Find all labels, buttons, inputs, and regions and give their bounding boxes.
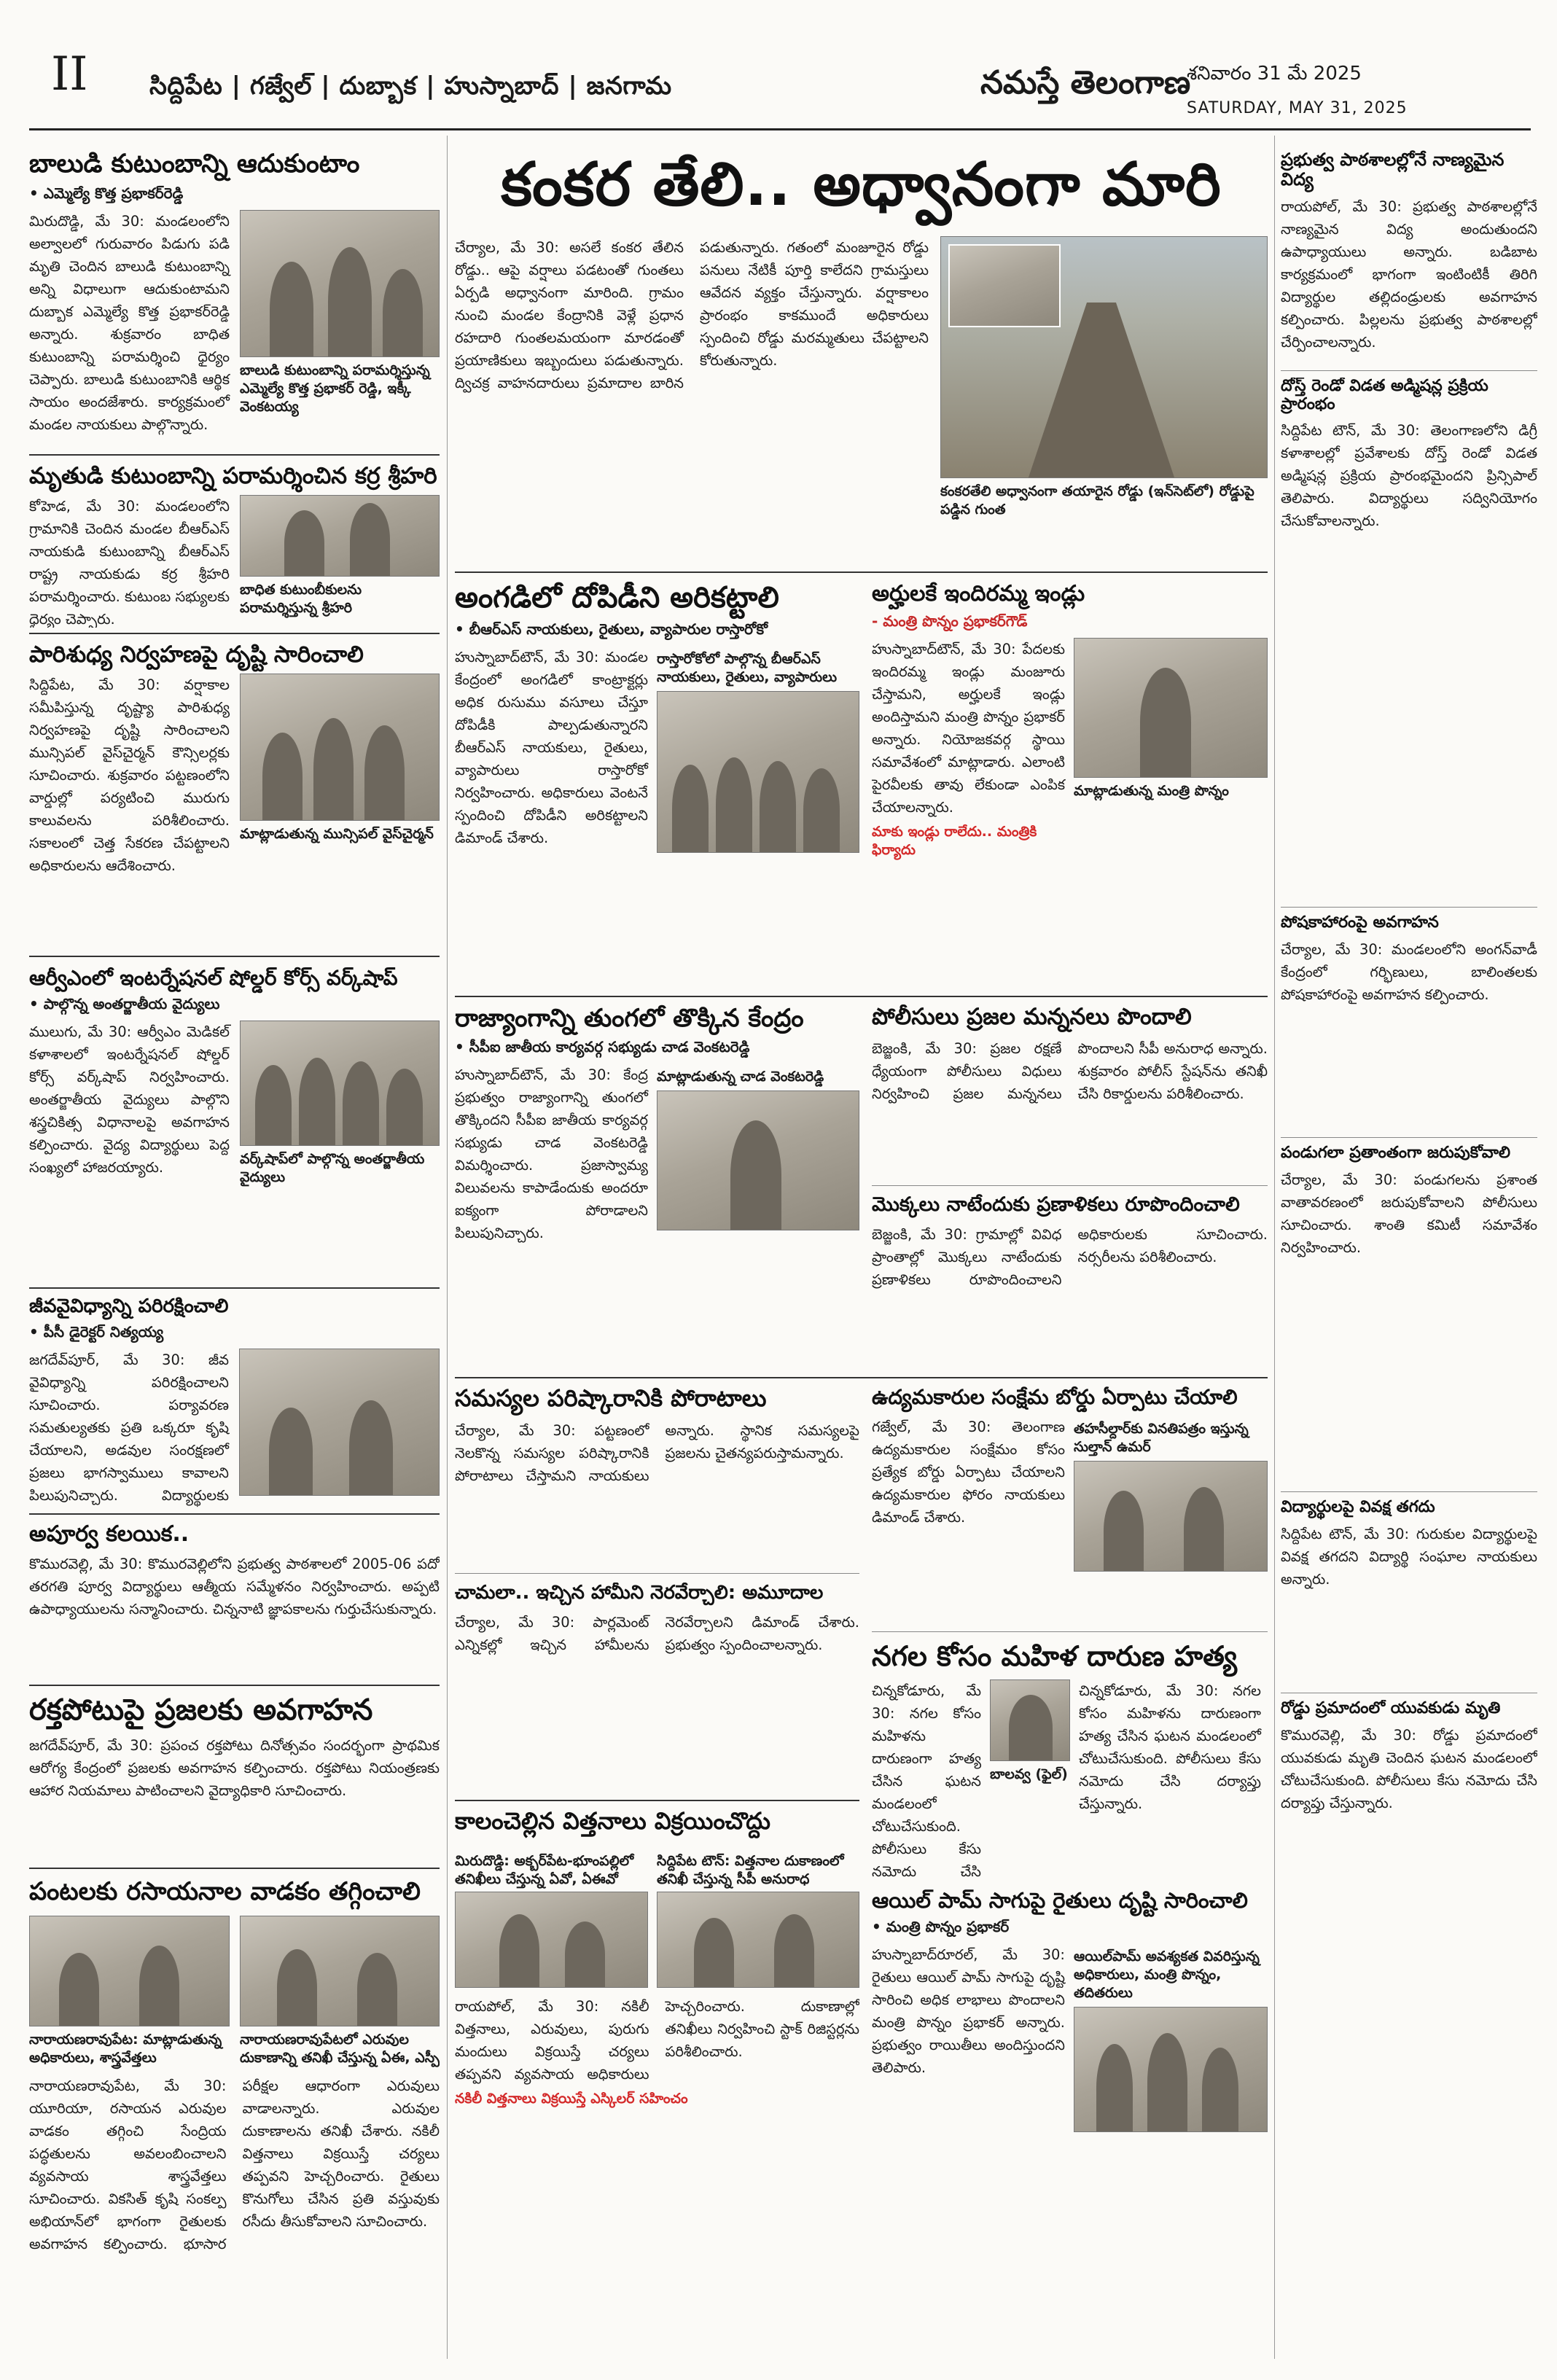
news-photo bbox=[1074, 2007, 1268, 2132]
story-police bbox=[872, 1004, 1268, 1179]
photo-caption: మాట్లాడుతున్న మంత్రి పొన్నం bbox=[1074, 782, 1229, 799]
story-condolence bbox=[29, 464, 440, 628]
article-body: నారాయణరావుపేట, మే 30: యూరియా, రసాయన ఎరువుల వాడకం తగ్గించి సేంద్రియ పద్ధతులను అవలంబించాలని వ్యవసాయ శాస్త్రవేత్తలు సూచించారు. వికసిత్ కృషి సంకల్ప అభియాన్‌లో భాగంగా రైతులకు అవగాహన కల్పించారు. భూసార పరీక్షల ఆధారంగా ఎరువులు వాడాలన్నారు. ఎరువుల దుకాణాలను తనిఖీ చేశారు. నకిలీ విత్తనాలు విక్రయిస్తే చర్యలు తప్పవని హెచ్చరించారు. రైతులు కొనుగోలు చేసిన ప్రతి వస్తువుకు రసీదు తీసుకోవాలని సూచించారు. bbox=[29, 2077, 440, 2253]
lead-photo bbox=[940, 236, 1268, 478]
byline: • బీఆర్‌ఎస్ నాయకులు, రైతులు, వ్యాపారుల రాస్తారోకో bbox=[455, 620, 768, 638]
news-photo bbox=[657, 691, 859, 853]
photo-caption: నారాయణరావుపేటలో ఎరువుల దుకాణాన్ని తనిఖీ చేస్తున్న ఏఈ, ఎస్పీ bbox=[240, 2032, 440, 2067]
article-body: హుస్నాబాద్‌టౌన్, మే 30: మండల కేంద్రంలో అంగడిలో కాంట్రాక్టర్లు అధిక రుసుము వసూలు చేస్తూ దోపిడీకి పాల్పడుతున్నారని బీఆర్‌ఎస్ నాయకులు, రైతులు, వ్యాపారులు రాస్తారోకో నిర్వహించారు. అధికారులు వెంటనే స్పందించి దోపిడీని అరికట్టాలని డిమాండ్ చేశారు. bbox=[455, 648, 648, 846]
divider bbox=[29, 1868, 440, 1869]
photo-caption: బాధిత కుటుంబీకులను పరామర్శిస్తున్న శ్రీహరి bbox=[240, 581, 362, 616]
news-photo bbox=[240, 1916, 440, 2026]
headline: అపూర్వ కలయిక.. bbox=[29, 1522, 190, 1547]
headline: అంగడిలో దోపిడీని అరికట్టాలి bbox=[455, 582, 779, 614]
divider bbox=[455, 996, 1268, 997]
story-promise bbox=[455, 1583, 859, 1794]
headline: పంటలకు రసాయనాల వాడకం తగ్గించాలి bbox=[29, 1878, 421, 1906]
article-body: సిద్దిపేట, మే 30: వర్షాకాల సమీపిస్తున్న దృష్ట్యా పారిశుధ్య నిర్వహణపై దృష్టి సారించాలని మున్సిపల్ వైస్‌చైర్మన్ కౌన్సిలర్లకు సూచించారు. శుక్రవారం పట్టణంలోని వార్డుల్లో పర్యటించి మురుగు కాలువలను పరిశీలించారు. సకాలంలో చెత్త సేకరణ చేపట్టాలని అధికారులను ఆదేశించారు. bbox=[29, 676, 230, 874]
newspaper-name: నమస్తే తెలంగాణ bbox=[980, 64, 1191, 101]
story-activists-board bbox=[872, 1386, 1268, 1626]
divider bbox=[29, 454, 440, 456]
photo-caption: మిరుదొడ్డి: అక్బర్‌పేట-భూంపల్లిలో తనిఖీలు చేస్తున్న ఏవో, ఏఈవో bbox=[455, 1852, 634, 1887]
headline: పండుగలా ప్రతాంతంగా జరుపుకోవాలి bbox=[1281, 1144, 1511, 1162]
photo-caption: వర్క్‌షాప్‌లో పాల్గొన్న అంతర్జాతీయ వైద్యులు bbox=[240, 1151, 425, 1186]
byline: - మంత్రి పొన్నం ప్రభాకర్‌గౌడ్ bbox=[872, 612, 1028, 630]
article-body: చేర్యాల, మే 30: పండుగలను ప్రశాంత వాతావరణంలో జరుపుకోవాలని పోలీసులు సూచించారు. శాంతి కమిటీ సమావేశం నిర్వహించారు. bbox=[1281, 1171, 1537, 1256]
headline: రక్తపోటుపై ప్రజలకు అవగాహన bbox=[29, 1694, 373, 1727]
headline: దోస్త్ రెండో విడత అడ్మిషన్ల ప్రక్రియ ప్రారంభం bbox=[1281, 378, 1488, 413]
left-column bbox=[29, 136, 440, 2366]
photo-caption: కంకరతేలి అధ్వానంగా తయారైన రోడ్డు (ఇన్‌సెట్‌లో) రోడ్డుపై పడ్డిన గుంత bbox=[940, 483, 1254, 518]
lead-headline: కంకర తేలి.. అధ్వానంగా మారి bbox=[501, 150, 1222, 219]
page-number: II bbox=[51, 47, 88, 101]
article-body: గజ్వేల్, మే 30: తెలంగాణ ఉద్యమకారుల సంక్షేమం కోసం ప్రత్యేక బోర్డు ఏర్పాటు చేయాలని ఉద్యమకారుల ఫోరం నాయకులు డిమాండ్ చేశారు. bbox=[872, 1419, 1065, 1526]
article-body: ములుగు, మే 30: ఆర్వీఎం మెడికల్ కళాశాలలో ఇంటర్నేషనల్ షోల్డర్ కోర్స్ వర్క్‌షాప్ నిర్వహించారు. అంతర్జాతీయ వైద్యులు పాల్గొని శస్త్రచికిత్స విధానాలపై అవగాహన కల్పించారు. వైద్య విద్యార్థులు పెద్ద సంఖ్యలో హాజరయ్యారు. bbox=[29, 1023, 230, 1177]
divider bbox=[455, 571, 1268, 573]
article-body: హుస్నాబాద్‌టౌన్, మే 30: పేదలకు ఇందిరమ్మ ఇండ్లు మంజూరు చేస్తామని, అర్హులకే ఇండ్లు అందిస్తామని మంత్రి పొన్నం ప్రభాకర్ అన్నారు. నియోజకవర్గ స్థాయి సమావేశంలో మాట్లాడారు. ఎలాంటి పైరవీలకు తావు లేకుండా ఎంపిక చేయాలన్నారు. bbox=[872, 640, 1065, 816]
divider bbox=[872, 1631, 1268, 1632]
news-photo bbox=[1074, 638, 1268, 778]
article-body: మిరుదొడ్డి, మే 30: మండలంలోని అల్వాలలో గురువారం పిడుగు పడి మృతి చెందిన బాలుడి కుటుంబాన్ని అన్ని విధాలుగా ఆదుకుంటామని దుబ్బాక ఎమ్మెల్యే కొత్త ప్రభాకర్‌రెడ్డి అన్నారు. శుక్రవారం బాధిత కుటుంబాన్ని పరామర్శించి ధైర్యం చెప్పారు. బాలుడి కుటుంబానికి ఆర్థిక సాయం అందజేశారు. కార్యక్రమంలో మండల నాయకులు పాల్గొన్నారు. bbox=[29, 213, 230, 434]
column-divider bbox=[447, 136, 448, 2359]
photo-caption: మాట్లాడుతున్న మున్సిపల్ వైస్‌చైర్మన్ bbox=[240, 825, 434, 842]
center-column bbox=[455, 136, 1268, 2366]
headline: నగల కోసం మహిళ దారుణ హత్య bbox=[872, 1641, 1237, 1672]
divider bbox=[455, 1800, 859, 1801]
masthead bbox=[0, 0, 1557, 124]
story-saplings bbox=[872, 1194, 1268, 1373]
article-body: హుస్నాబాద్‌టౌన్, మే 30: కేంద్ర ప్రభుత్వం రాజ్యాంగాన్ని తుంగలో తొక్కిందని సీపీఐ జాతీయ కార్యవర్గ సభ్యుడు చాడ వెంకటరెడ్డి విమర్శించారు. ప్రజాస్వామ్య విలువలను కాపాడేందుకు అందరూ ఐక్యంగా పోరాడాలని పిలుపునిచ్చారు. bbox=[455, 1066, 648, 1242]
headline: మృతుడి కుటుంబాన్ని పరామర్శించిన కర్ర శ్రీహరి bbox=[29, 464, 437, 489]
headline: ఆర్వీఎంలో ఇంటర్నేషనల్ షోల్డర్ కోర్స్ వర్క్‌షాప్ bbox=[29, 967, 398, 990]
byline: • ఎమ్మెల్యే కొత్త ప్రభాకర్‌రెడ్డి bbox=[29, 184, 184, 203]
headline: చామలా.. ఇచ్చిన హామీని నెరవేర్చాలి: అమూదాల bbox=[455, 1583, 824, 1604]
byline: • పీసీ డైరెక్టర్ నిత్యయ్య bbox=[29, 1323, 164, 1341]
story-dost bbox=[1281, 378, 1537, 902]
headline: పోలీసులు ప్రజల మన్ననలు పొందాలి bbox=[872, 1004, 1192, 1030]
divider bbox=[455, 1573, 859, 1574]
story-workshop bbox=[29, 967, 440, 1280]
divider bbox=[1281, 1137, 1537, 1138]
news-photo bbox=[240, 674, 440, 821]
article-body-continued: చిన్నకోడూరు, మే 30: నగల కోసం మహిళను దారుణంగా హత్య చేసిన ఘటన మండలంలో చోటుచేసుకుంది. పోలీసులు కేసు నమోదు చేసి దర్యాప్తు చేస్తున్నారు. bbox=[1079, 1682, 1261, 1812]
divider bbox=[29, 1685, 440, 1686]
article-body: రాయపోల్, మే 30: ప్రభుత్వ పాఠశాలల్లోనే నాణ్యమైన విద్య అందుతుందని ఉపాధ్యాయులు అన్నారు. బడిబాట కార్యక్రమంలో భాగంగా ఇంటింటికీ తిరిగి విద్యార్థుల తల్లిదండ్రులకు అవగాహన కల్పించారు. పిల్లలను ప్రభుత్వ పాఠశాలల్లో చేర్పించాలన్నారు. bbox=[1281, 198, 1537, 351]
story-bp-awareness bbox=[29, 1694, 440, 1862]
story-sanitation bbox=[29, 642, 440, 948]
story-constitution bbox=[455, 1004, 859, 1369]
story-accident bbox=[1281, 1700, 1537, 2356]
article-body: బెజ్జంకి, మే 30: ప్రజల రక్షణే ధ్యేయంగా పోలీసులు విధులు నిర్వహించి ప్రజల మన్ననలు పొందాలని సీపీ అనురాధ అన్నారు. శుక్రవారం పోలీస్ స్టేషన్‌ను తనిఖీ చేసి రికార్డులను పరిశీలించారు. bbox=[872, 1039, 1268, 1102]
byline: • మంత్రి పొన్నం ప్రభాకర్ bbox=[872, 1918, 1010, 1936]
photo-caption: బాలవ్వ (ఫైల్) bbox=[990, 1766, 1068, 1782]
right-column bbox=[1281, 136, 1537, 2366]
headline: విద్యార్థులపై వివక్ష తగదు bbox=[1281, 1499, 1435, 1516]
headline: బాలుడి కుటుంబాన్ని ఆదుకుంటాం bbox=[29, 150, 360, 179]
headline: పోషకాహారంపై అవగాహన bbox=[1281, 914, 1439, 932]
masthead-rule bbox=[29, 128, 1531, 130]
article-body: జగదేవ్‌పూర్, మే 30: జీవ వైవిధ్యాన్ని పరిరక్షించాలని సూచించారు. పర్యావరణ సమతుల్యతకు ప్రతి ఒక్కరూ కృషి చేయాలని, అడవుల సంరక్షణలో ప్రజలు భాగస్వాములు కావాలని పిలుపునిచ్చారు. విద్యార్థులకు bbox=[29, 1351, 229, 1505]
column-divider bbox=[1274, 136, 1275, 2359]
story-fertilizer bbox=[29, 1878, 440, 2359]
district-list: సిద్దిపేట | గజ్వేల్ | దుబ్బాక | హుస్నాబాద్ | జనగామ bbox=[149, 71, 672, 101]
divider bbox=[1281, 907, 1537, 908]
headline: అర్హులకే ఇందిరమ్మ ఇండ్లు bbox=[872, 582, 1085, 606]
news-photo bbox=[990, 1679, 1070, 1761]
news-photo bbox=[240, 495, 440, 577]
news-photo bbox=[240, 210, 440, 357]
story-market bbox=[455, 582, 859, 990]
story-murder bbox=[872, 1641, 1268, 1881]
article-body: రాయపోల్, మే 30: నకిలీ విత్తనాలు, ఎరువులు, పురుగు మందులు విక్రయిస్తే చర్యలు తప్పవని వ్యవసాయ అధికారులు హెచ్చరించారు. దుకాణాల్లో తనిఖీలు నిర్వహించి స్టాక్ రిజిస్టర్లను పరిశీలించారు. bbox=[455, 1997, 859, 2083]
headline: కాలంచెల్లిన విత్తనాలు విక్రయించొద్దు bbox=[455, 1809, 770, 1835]
byline: • సీపీఐ జాతీయ కార్యవర్గ సభ్యుడు చాడ వెంకటరెడ్డి bbox=[455, 1038, 750, 1056]
highlight-subhead: మాకు ఇండ్లు రాలేదు.. మంత్రికి ఫిర్యాదు bbox=[872, 823, 1037, 858]
photo-caption: సిద్దిపేట టౌన్: విత్తనాల దుకాణంలో తనిఖీ చేస్తున్న సీపీ అనురాధ bbox=[657, 1852, 844, 1887]
photo-caption: నారాయణరావుపేట: మాట్లాడుతున్న అధికారులు, శాస్త్రవేత్తలు bbox=[29, 2032, 222, 2067]
headline: రాజ్యాంగాన్ని తుంగలో తొక్కిన కేంద్రం bbox=[455, 1004, 804, 1033]
date-english: SATURDAY, MAY 31, 2025 bbox=[1187, 99, 1408, 117]
divider bbox=[29, 956, 440, 957]
article-body: బెజ్జంకి, మే 30: గ్రామాల్లో వివిధ ప్రాంతాల్లో మొక్కలు నాటేందుకు ప్రణాళికలు రూపొందించాలని అధికారులకు సూచించారు. నర్సరీలను పరిశీలించారు. bbox=[872, 1226, 1268, 1289]
article-body: కొమురవెల్లి, మే 30: రోడ్డు ప్రమాదంలో యువకుడు మృతి చెందిన ఘటన మండలంలో చోటుచేసుకుంది. పోలీసులు కేసు నమోదు చేసి దర్యాప్తు చేస్తున్నారు. bbox=[1281, 1726, 1537, 1811]
news-photo bbox=[455, 1892, 648, 1988]
headline: పారిశుధ్య నిర్వహణపై దృష్టి సారించాలి bbox=[29, 642, 364, 668]
story-festivals bbox=[1281, 1144, 1537, 1487]
headline: సమస్యల పరిష్కారానికి పోరాటాలు bbox=[455, 1386, 767, 1412]
article-body: చేర్యాల, మే 30: పట్టణంలో నెలకొన్న సమస్యల పరిష్కారానికి పోరాటాలు చేస్తామని నాయకులు అన్నారు. స్థానిక సమస్యలపై ప్రజలను చైతన్యపరుస్తామన్నారు. bbox=[455, 1421, 859, 1484]
photo-caption: ఆయిల్‌పామ్ అవశ్యకత వివరిస్తున్న అధికారులు, మంత్రి పొన్నం, తదితరులు bbox=[1074, 1948, 1260, 2002]
story-housing bbox=[872, 582, 1268, 990]
article-body: చిన్నకోడూరు, మే 30: నగల కోసం మహిళను దారుణంగా హత్య చేసిన ఘటన మండలంలో చోటుచేసుకుంది. పోలీసులు కేసు నమోదు చేసి bbox=[872, 1682, 981, 1880]
article-body: చేర్యాల, మే 30: అసలే కంకర తేలిన రోడ్డు.. ఆపై వర్షాలు పడటంతో గుంతలు ఏర్పడి అధ్వానంగా మారింది. గ్రామం నుంచి మండల కేంద్రానికి వెళ్లే ప్రధాన రహదారి గుంతలమయంగా మారడంతో ప్రయాణికులు ఇబ్బందులు పడుతున్నారు. ద్విచక్ర వాహనదారులు ప్రమాదాల బారిన పడుతున్నారు. గతంలో మంజూరైన రోడ్డు పనులు నేటికీ పూర్తి కాలేదని గ్రామస్తులు ఆవేదన వ్యక్తం చేస్తున్నారు. వర్షాకాలం ప్రారంభం కాకముందే అధికారులు స్పందించి రోడ్డు మరమ్మతులు చేపట్టాలని కోరుతున్నారు. bbox=[455, 239, 929, 391]
article-body: చేర్యాల, మే 30: మండలంలోని అంగన్‌వాడీ కేంద్రంలో గర్భిణులు, బాలింతలకు పోషకాహారంపై అవగాహన కల్పించారు. bbox=[1281, 940, 1537, 1003]
news-photo bbox=[657, 1090, 859, 1230]
headline: ప్రభుత్వ పాఠశాలల్లోనే నాణ్యమైన విద్య bbox=[1281, 150, 1505, 190]
divider bbox=[29, 1513, 440, 1515]
headline: ఆయిల్ పామ్ సాగుపై రైతులు దృష్టి సారించాలి bbox=[872, 1889, 1248, 1913]
story-reunion bbox=[29, 1522, 440, 1679]
article-body: కొమురవెల్లి, మే 30: కొమురవెల్లిలోని ప్రభుత్వ పాఠశాలలో 2005-06 పదో తరగతి పూర్వ విద్యార్థులు ఆత్మీయ సమ్మేళనం నిర్వహించారు. అప్పటి ఉపాధ్యాయులను సన్మానించారు. చిన్ననాటి జ్ఞాపకాలను గుర్తుచేసుకున్నారు. bbox=[29, 1555, 440, 1618]
divider bbox=[29, 1287, 440, 1289]
story-govt-schools bbox=[1281, 150, 1537, 365]
article-body: సిద్దిపేట టౌన్, మే 30: గురుకుల విద్యార్థులపై వివక్ష తగదని విద్యార్థి సంఘాల నాయకులు అన్నారు. bbox=[1281, 1525, 1537, 1588]
inset-photo bbox=[948, 244, 1061, 327]
highlight-subhead: నకిలీ విత్తనాలు విక్రయిస్తే ఎస్కిలర్ సహించం bbox=[455, 2090, 688, 2107]
news-photo bbox=[240, 1021, 440, 1146]
story-struggles bbox=[455, 1386, 859, 1568]
divider bbox=[1281, 370, 1537, 371]
article-body: జగదేవ్‌పూర్, మే 30: ప్రపంచ రక్తపోటు దినోత్సవం సందర్భంగా ప్రాథమిక ఆరోగ్య కేంద్రంలో ప్రజలకు అవగాహన కల్పించారు. రక్తపోటు నియంత్రణకు ఆహార నియమాలు పాటించాలని వైద్యాధికారి సూచించారు. bbox=[29, 1736, 440, 1799]
divider bbox=[455, 1377, 1268, 1378]
byline: • పాల్గొన్న అంతర్జాతీయ వైద్యులు bbox=[29, 995, 220, 1013]
story-oil-palm bbox=[872, 1889, 1268, 2363]
story-biodiversity bbox=[29, 1296, 440, 1507]
lead-story-road bbox=[455, 150, 1268, 566]
article-body: హుస్నాబాద్‌రూరల్, మే 30: రైతులు ఆయిల్ పామ్ సాగుపై దృష్టి సారించి అధిక లాభాలు పొందాలని మంత్రి పొన్నం ప్రభాకర్ అన్నారు. ప్రభుత్వం రాయితీలు అందిస్తుందని తెలిపారు. bbox=[872, 1946, 1065, 2077]
news-photo bbox=[29, 1916, 230, 2026]
photo-caption: మాట్లాడుతున్న చాడ వెంకటరెడ్డి bbox=[657, 1069, 824, 1085]
photo-caption: రాస్తారోకోలో పాల్గొన్న బీఆర్‌ఎస్ నాయకులు, రైతులు, వ్యాపారులు bbox=[657, 650, 838, 685]
story-nutrition bbox=[1281, 914, 1537, 1133]
story-boy-family bbox=[29, 150, 440, 449]
photo-caption: తహసీల్దార్‌కు వినతిపత్రం ఇస్తున్న సుల్తాన్ ఉమర్ bbox=[1074, 1421, 1249, 1456]
article-body: కోహెడ, మే 30: మండలంలోని గ్రామానికి చెందిన మండల బీఆర్‌ఎస్ నాయకుడి కుటుంబాన్ని బీఆర్‌ఎస్ రాష్ట్ర నాయకుడు కర్ర శ్రీహరి పరామర్శించారు. కుటుంబ సభ్యులకు ధైర్యం చెప్పారు. bbox=[29, 497, 230, 628]
news-photo bbox=[239, 1349, 440, 1496]
headline: మొక్కలు నాటేందుకు ప్రణాళికలు రూపొందించాలి bbox=[872, 1194, 1240, 1216]
story-students-discrimination bbox=[1281, 1499, 1537, 1688]
headline: జీవవైవిధ్యాన్ని పరిరక్షించాలి bbox=[29, 1296, 229, 1317]
divider bbox=[872, 1185, 1268, 1186]
date-telugu: శనివారం 31 మే 2025 bbox=[1187, 63, 1362, 85]
headline: ఉద్యమకారుల సంక్షేమ బోర్డు ఏర్పాటు చేయాలి bbox=[872, 1386, 1238, 1409]
article-body: చేర్యాల, మే 30: పార్లమెంట్ ఎన్నికల్లో ఇచ్చిన హామీలను నెరవేర్చాలని డిమాండ్ చేశారు. ప్రభుత్వం స్పందించాలన్నారు. bbox=[455, 1614, 859, 1654]
headline: రోడ్డు ప్రమాదంలో యువకుడు మృతి bbox=[1281, 1700, 1501, 1717]
divider bbox=[1281, 1491, 1537, 1492]
article-body: సిద్దిపేట టౌన్, మే 30: తెలంగాణలోని డిగ్రీ కళాశాలల్లో ప్రవేశాలకు దోస్త్ రెండో విడత అడ్మిషన్ల ప్రక్రియ ప్రారంభమైందని ప్రిన్సిపాల్ తెలిపారు. విద్యార్థులు సద్వినియోగం చేసుకోవాలన్నారు. bbox=[1281, 422, 1537, 530]
news-photo bbox=[1074, 1461, 1268, 1572]
story-seeds bbox=[455, 1809, 859, 2363]
photo-caption: బాలుడి కుటుంబాన్ని పరామర్శిస్తున్న ఎమ్మెల్యే కొత్త ప్రభాకర్ రెడ్డి, ఇక్కీ వెంకటయ్య bbox=[240, 362, 430, 415]
divider bbox=[29, 633, 440, 634]
news-photo bbox=[657, 1892, 859, 1988]
